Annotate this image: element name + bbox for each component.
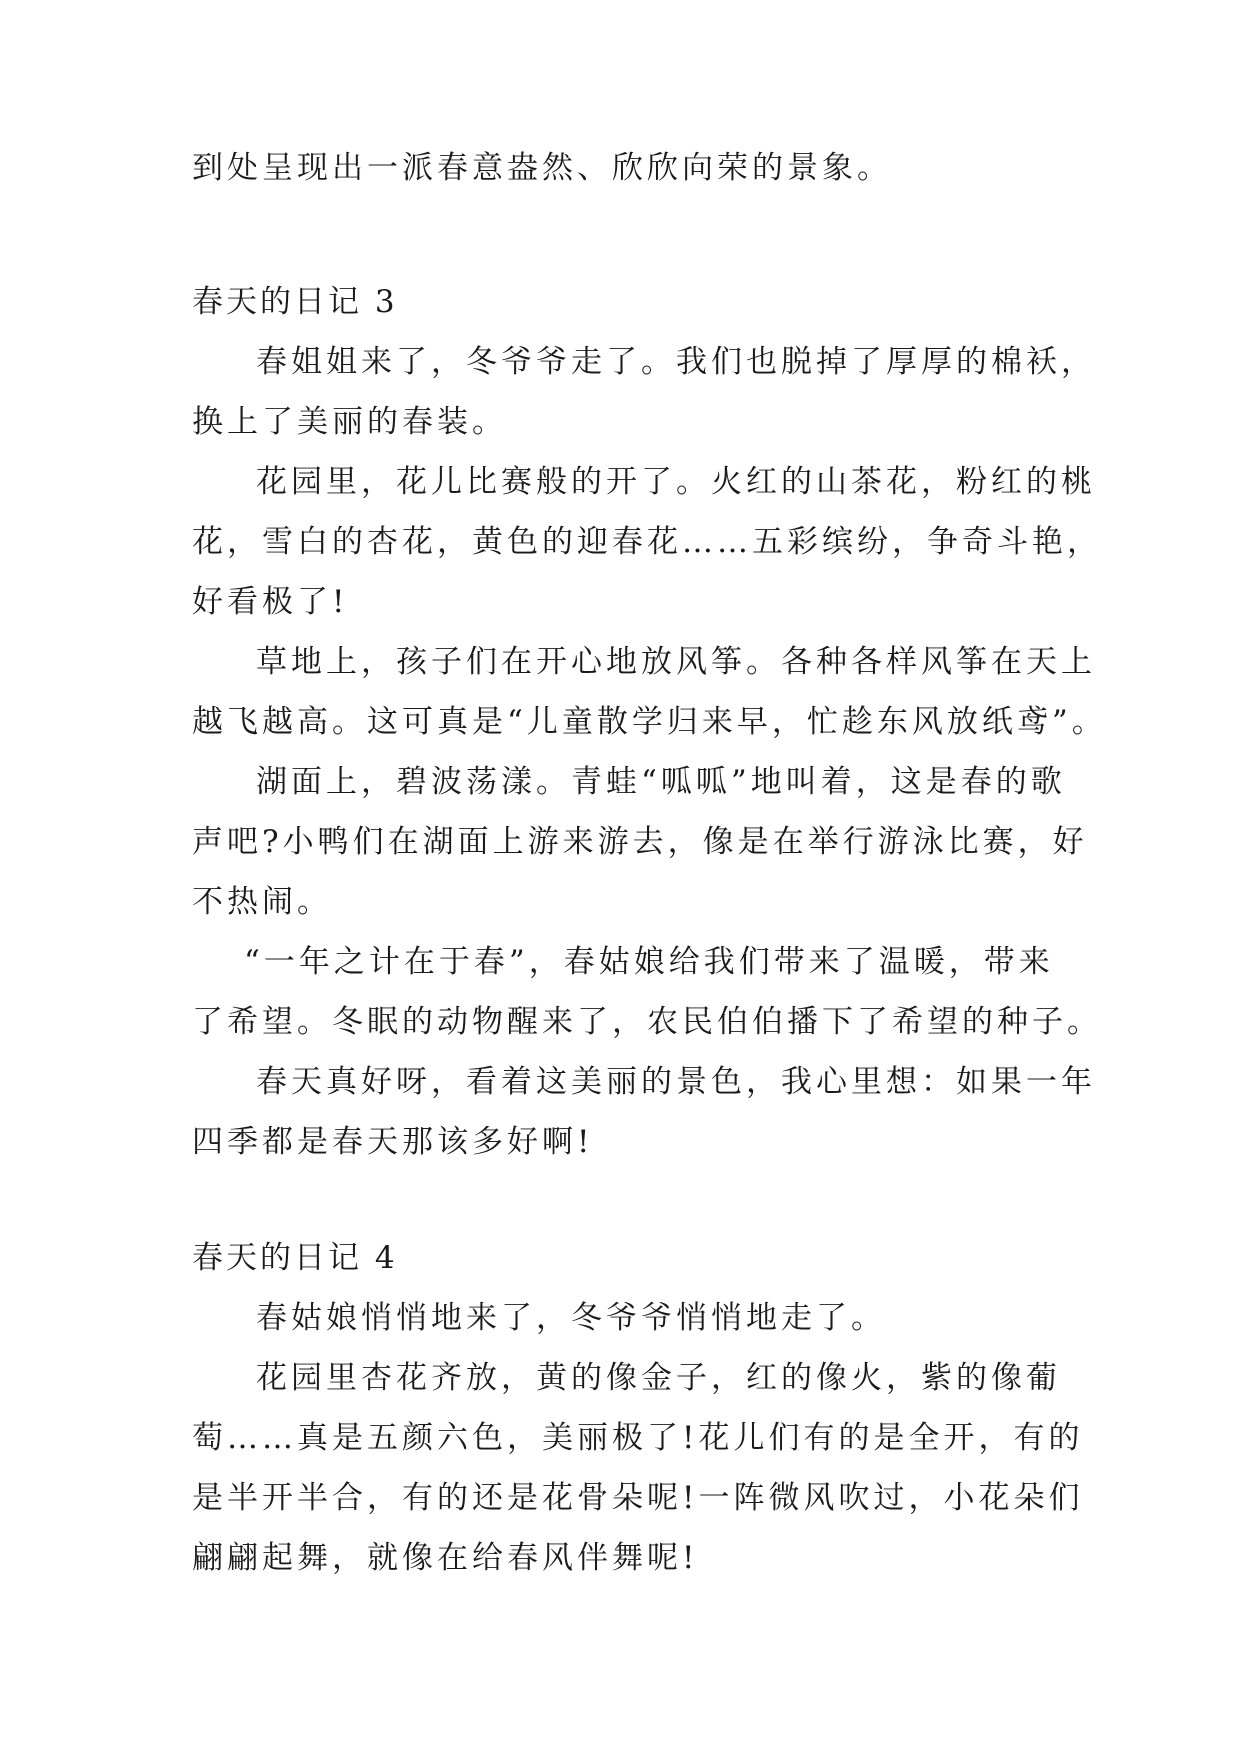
paragraph-line: 春姑娘悄悄地来了，冬爷爷悄悄地走了。 bbox=[256, 1300, 886, 1336]
paragraph-line: 翩翩起舞，就像在给春风伴舞呢! bbox=[192, 1540, 699, 1576]
paragraph-line: 四季都是春天那该多好啊! bbox=[192, 1124, 594, 1160]
paragraph-line: “一年之计在于春”，春姑娘给我们带来了温暖，带来 bbox=[244, 944, 1054, 980]
section-heading: 春天的日记 3 bbox=[192, 284, 398, 320]
paragraph-line: 春天真好呀，看着这美丽的景色，我心里想：如果一年 bbox=[256, 1064, 1096, 1100]
paragraph-line: 不热闹。 bbox=[192, 884, 332, 920]
paragraph-line: 声吧?小鸭们在湖面上游来游去，像是在举行游泳比赛，好 bbox=[192, 824, 1088, 860]
paragraph-line: 换上了美丽的春装。 bbox=[192, 404, 507, 440]
paragraph-line: 花园里杏花齐放，黄的像金子，红的像火，紫的像葡 bbox=[256, 1360, 1061, 1396]
paragraph-line: 草地上，孩子们在开心地放风筝。各种各样风筝在天上 bbox=[256, 644, 1096, 680]
paragraph-line: 越飞越高。这可真是“儿童散学归来早，忙趁东风放纸鸢”。 bbox=[192, 704, 1107, 740]
section-heading: 春天的日记 4 bbox=[192, 1240, 398, 1276]
paragraph-line: 湖面上，碧波荡漾。青蛙“呱呱”地叫着，这是春的歌 bbox=[256, 764, 1066, 800]
paragraph-line: 花，雪白的杏花，黄色的迎春花……五彩缤纷，争奇斗艳， bbox=[192, 524, 1102, 560]
paragraph-line: 花园里，花儿比赛般的开了。火红的山茶花，粉红的桃 bbox=[256, 464, 1096, 500]
paragraph-line: 了希望。冬眠的动物醒来了，农民伯伯播下了希望的种子。 bbox=[192, 1004, 1102, 1040]
paragraph-line: 春姐姐来了，冬爷爷走了。我们也脱掉了厚厚的棉袄， bbox=[256, 344, 1096, 380]
paragraph-line: 萄……真是五颜六色，美丽极了!花儿们有的是全开，有的 bbox=[192, 1420, 1084, 1456]
text-line: 到处呈现出一派春意盎然、欣欣向荣的景象。 bbox=[192, 150, 892, 186]
paragraph-line: 好看极了! bbox=[192, 584, 349, 620]
paragraph-line: 是半开半合，有的还是花骨朵呢!一阵微风吹过，小花朵们 bbox=[192, 1480, 1084, 1516]
